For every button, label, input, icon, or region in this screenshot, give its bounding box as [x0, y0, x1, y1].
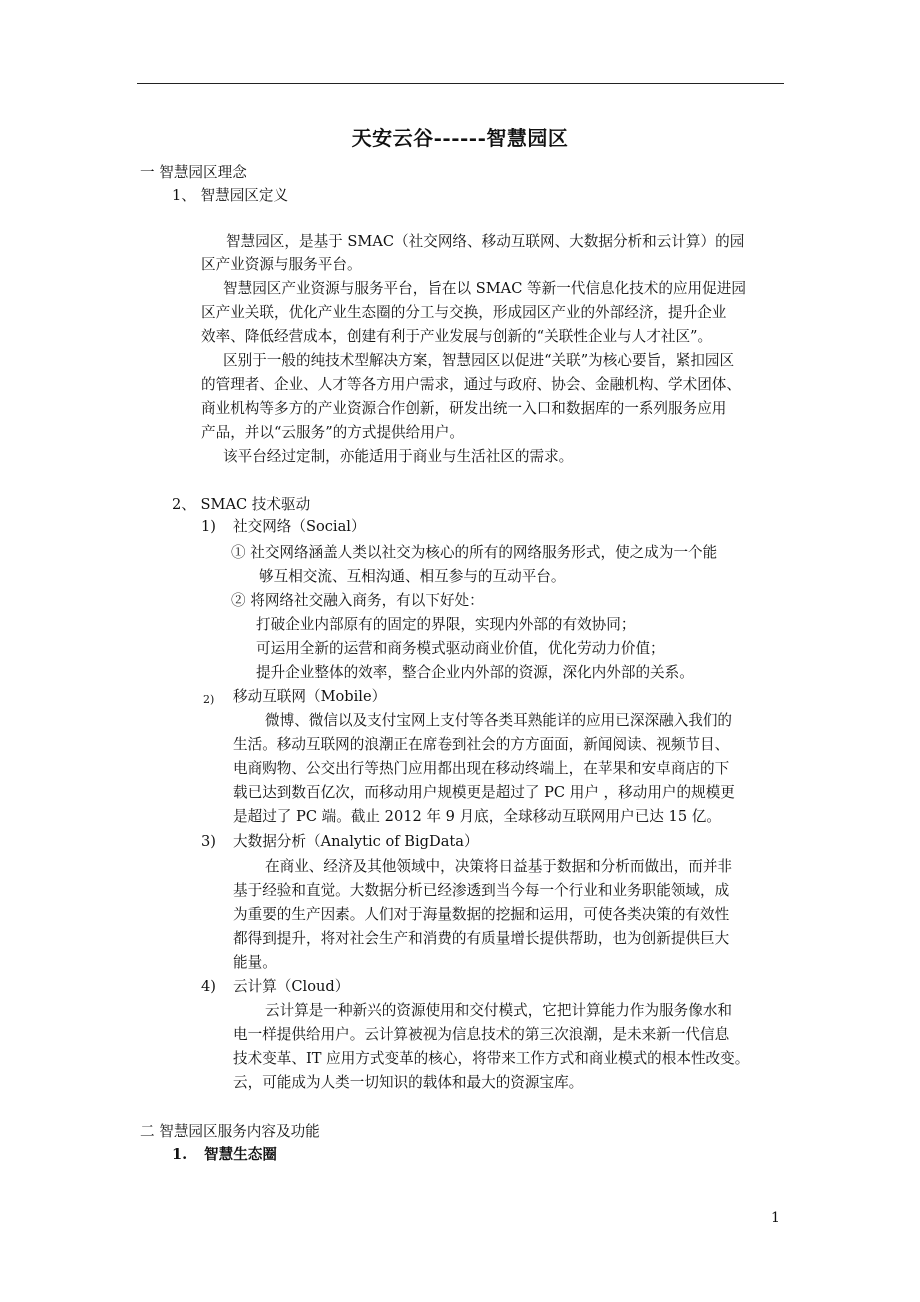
paragraph-line: 够互相交流、互相沟通、相互参与的互动平台。 — [259, 568, 566, 585]
paragraph-line: 为重要的生产因素。人们对于海量数据的挖掘和运用，可使各类决策的有效性 — [233, 906, 730, 923]
paragraph-line: 电商购物、公交出行等热门应用都出现在移动终端上，在苹果和安卓商店的下 — [233, 760, 730, 777]
header-rule — [137, 83, 784, 84]
paragraph-line: 区产业关联，优化产业生态圈的分工与交换，形成园区产业的外部经济，提升企业 — [201, 304, 727, 321]
paragraph-line: 该平台经过定制，亦能适用于商业与生活社区的需求。 — [223, 448, 574, 465]
section-2-heading: 二 智慧园区服务内容及功能 — [140, 1123, 320, 1140]
item-heading-cloud: 云计算（Cloud） — [233, 978, 350, 995]
paragraph-line: 打破企业内部原有的固定的界限，实现内外部的有效协同； — [256, 616, 636, 633]
paragraph-line: 都得到提升，将对社会生产和消费的有质量增长提供帮助，也为创新提供巨大 — [233, 930, 730, 947]
item-number: 2) — [203, 693, 215, 706]
paragraph-line: 的管理者、企业、人才等各方用户需求，通过与政府、协会、金融机构、学术团体、 — [201, 376, 741, 393]
paragraph-line: 云计算是一种新兴的资源使用和交付模式，它把计算能力作为服务像水和 — [265, 1002, 733, 1019]
paragraph-line: 生活。移动互联网的浪潮正在席卷到社会的方方面面，新闻阅读、视频节目、 — [233, 736, 730, 753]
paragraph-line: 微博、微信以及支付宝网上支付等各类耳熟能详的应用已深深融入我们的 — [265, 712, 733, 729]
page-number: 1 — [771, 1210, 780, 1226]
paragraph-line: 技术变革、IT 应用方式变革的核心，将带来工作方式和商业模式的根本性改变。 — [233, 1050, 750, 1067]
item-heading-bigdata: 大数据分析（Analytic of BigData） — [233, 833, 479, 850]
paragraph-line: 在商业、经济及其他领域中，决策将日益基于数据和分析而做出，而并非 — [265, 858, 733, 875]
paragraph-line: 电一样提供给用户。云计算被视为信息技术的第三次浪潮，是未来新一代信息 — [233, 1026, 730, 1043]
paragraph-line: 载已达到数百亿次，而移动用户规模更是超过了 PC 用户 ，移动用户的规模更 — [233, 784, 735, 801]
item-heading-social: 社交网络（Social） — [233, 518, 366, 535]
section-1-2-heading: 2、 SMAC 技术驱动 — [172, 496, 311, 513]
item-number: 1. — [172, 1146, 188, 1163]
paragraph-line: ① 社交网络涵盖人类以社交为核心的所有的网络服务形式，使之成为一个能 — [231, 544, 718, 561]
paragraph-line: 区别于一般的纯技术型解决方案，智慧园区以促进“关联”为核心要旨，紧扣园区 — [223, 352, 735, 369]
paragraph-line: 智慧园区产业资源与服务平台，旨在以 SMAC 等新一代信息化技术的应用促进园 — [223, 280, 746, 297]
paragraph-line: ② 将网络社交融入商务，有以下好处： — [231, 592, 484, 609]
item-number: 4) — [201, 978, 216, 995]
section-1-heading: 一 智慧园区理念 — [140, 164, 247, 181]
paragraph-line: 提升企业整体的效率，整合企业内外部的资源，深化内外部的关系。 — [256, 664, 694, 681]
paragraph-line: 可运用全新的运营和商务模式驱动商业价值，优化劳动力价值； — [256, 640, 665, 657]
paragraph-line: 是超过了 PC 端。截止 2012 年 9 月底，全球移动互联网用户已达 15 亿。 — [233, 808, 721, 825]
document-title: 天安云谷------智慧园区 — [351, 126, 569, 150]
paragraph-line: 智慧园区，是基于 SMAC（社交网络、移动互联网、大数据分析和云计算）的园 — [226, 233, 745, 250]
paragraph-line: 云，可能成为人类一切知识的载体和最大的资源宝库。 — [233, 1074, 584, 1091]
section-1-1-heading: 1、 智慧园区定义 — [172, 187, 289, 204]
item-number: 3) — [201, 833, 216, 850]
item-number: 1) — [201, 518, 216, 535]
paragraph-line: 效率、降低经营成本，创建有利于产业发展与创新的“关联性企业与人才社区”。 — [201, 328, 713, 345]
item-heading-mobile: 移动互联网（Mobile） — [233, 688, 387, 705]
paragraph-line: 产品，并以“云服务”的方式提供给用户。 — [201, 424, 465, 441]
paragraph-line: 基于经验和直觉。大数据分析已经渗透到当今每一个行业和业务职能领域，成 — [233, 882, 730, 899]
paragraph-line: 区产业资源与服务平台。 — [201, 256, 362, 273]
paragraph-line: 商业机构等多方的产业资源合作创新，研发出统一入口和数据库的一系列服务应用 — [201, 400, 727, 417]
paragraph-line: 能量。 — [233, 954, 277, 971]
section-2-1-heading: 智慧生态圈 — [204, 1146, 277, 1163]
